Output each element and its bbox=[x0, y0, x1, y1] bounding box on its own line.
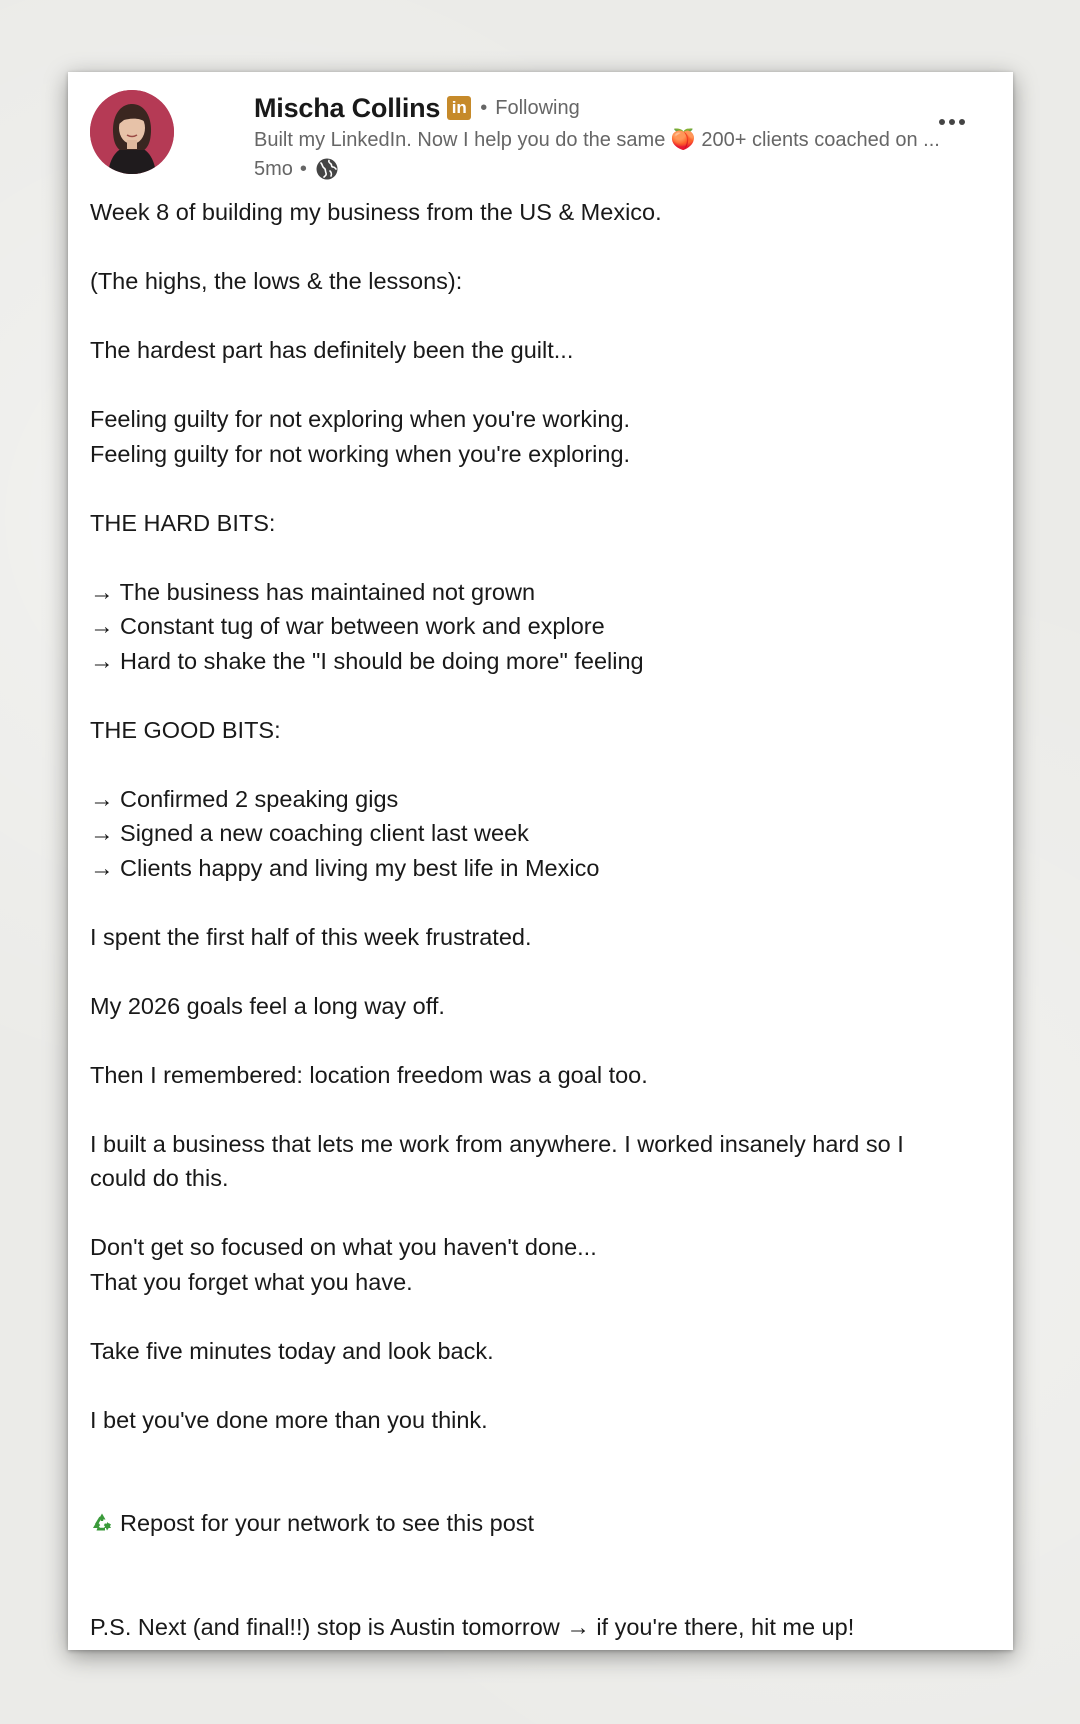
post-line: I spent the first half of this week frustrated. bbox=[90, 923, 532, 950]
author-name[interactable]: Mischa Collins bbox=[254, 92, 441, 123]
post-line: I bet you've done more than you think. bbox=[90, 1406, 488, 1433]
post-line bbox=[90, 678, 980, 713]
post-line: → The business has maintained not grown bbox=[90, 578, 536, 605]
avatar[interactable] bbox=[90, 90, 174, 174]
more-horizontal-icon bbox=[938, 118, 966, 126]
separator-dot: • bbox=[480, 96, 488, 119]
ps-line: P.S. Next (and final!!) stop is Austin tomorrow → if you're there, hit me up! bbox=[90, 1613, 855, 1640]
post-line bbox=[90, 1368, 980, 1403]
post-line bbox=[90, 747, 980, 782]
repost-text: Repost for your network to see this post bbox=[120, 1510, 535, 1536]
post-line bbox=[90, 299, 980, 334]
post-line: That you forget what you have. bbox=[90, 1268, 413, 1295]
post-header bbox=[90, 90, 990, 180]
post-line: My 2026 goals feel a long way off. bbox=[90, 992, 445, 1019]
linkedin-icon bbox=[447, 96, 471, 120]
post-line: Then I remembered: location freedom was a goal too. bbox=[90, 1061, 648, 1088]
post-line: Week 8 of building my business from the US & Mexico. bbox=[90, 199, 662, 225]
post-line bbox=[90, 540, 980, 575]
more-options-button[interactable] bbox=[932, 110, 972, 134]
post-line: THE HARD BITS: bbox=[90, 509, 276, 536]
post-line bbox=[90, 1196, 980, 1231]
post-meta bbox=[254, 156, 339, 182]
post-line: → Confirmed 2 speaking gigs bbox=[90, 785, 399, 812]
post-line: → Hard to shake the "I should be doing more" feeling bbox=[90, 647, 644, 674]
post-line: Take five minutes today and look back. bbox=[90, 1337, 494, 1364]
post-line bbox=[90, 1299, 980, 1334]
post-line bbox=[90, 1023, 980, 1058]
post-line bbox=[90, 1541, 980, 1576]
recycle-icon bbox=[90, 1510, 114, 1534]
post-line: I built a business that lets me work from anywhere. I worked insanely hard so I bbox=[90, 1130, 904, 1157]
post-line bbox=[90, 368, 980, 403]
post-line: (The highs, the lows & the lessons): bbox=[90, 268, 463, 294]
post-line bbox=[90, 954, 980, 989]
post-text bbox=[90, 195, 980, 1644]
post-line: THE GOOD BITS: bbox=[90, 716, 281, 743]
globe-icon bbox=[315, 157, 339, 181]
author-headline: Built my LinkedIn. Now I help you do the same 🍑 200+ clients coached on ... bbox=[254, 129, 940, 151]
post-line bbox=[90, 885, 980, 920]
separator-dot: • bbox=[299, 157, 307, 180]
post-time: 5mo bbox=[254, 157, 293, 180]
post-line: could do this. bbox=[90, 1165, 229, 1191]
post-line: Feeling guilty for not exploring when you're working. bbox=[90, 406, 631, 432]
post-line: → Clients happy and living my best life in Mexico bbox=[90, 854, 600, 881]
post-line bbox=[90, 1472, 980, 1507]
post-line: → Signed a new coaching client last week bbox=[90, 820, 529, 846]
author-name-row bbox=[254, 90, 580, 126]
repost-line bbox=[90, 1506, 980, 1541]
post-line: Don't get so focused on what you haven't done... bbox=[90, 1234, 597, 1260]
post-card bbox=[68, 72, 1013, 1650]
post-line: The hardest part has definitely been the guilt... bbox=[90, 337, 574, 363]
post-line bbox=[90, 1437, 980, 1472]
post-line bbox=[90, 1092, 980, 1127]
post-line bbox=[90, 471, 980, 506]
post-line bbox=[90, 230, 980, 265]
post-line: → Constant tug of war between work and explore bbox=[90, 613, 605, 639]
post-line: Feeling guilty for not working when you're exploring. bbox=[90, 440, 631, 467]
post-line bbox=[90, 1575, 980, 1610]
linkedin-badge-letters: in bbox=[451, 98, 467, 117]
following-status[interactable]: Following bbox=[495, 96, 580, 119]
